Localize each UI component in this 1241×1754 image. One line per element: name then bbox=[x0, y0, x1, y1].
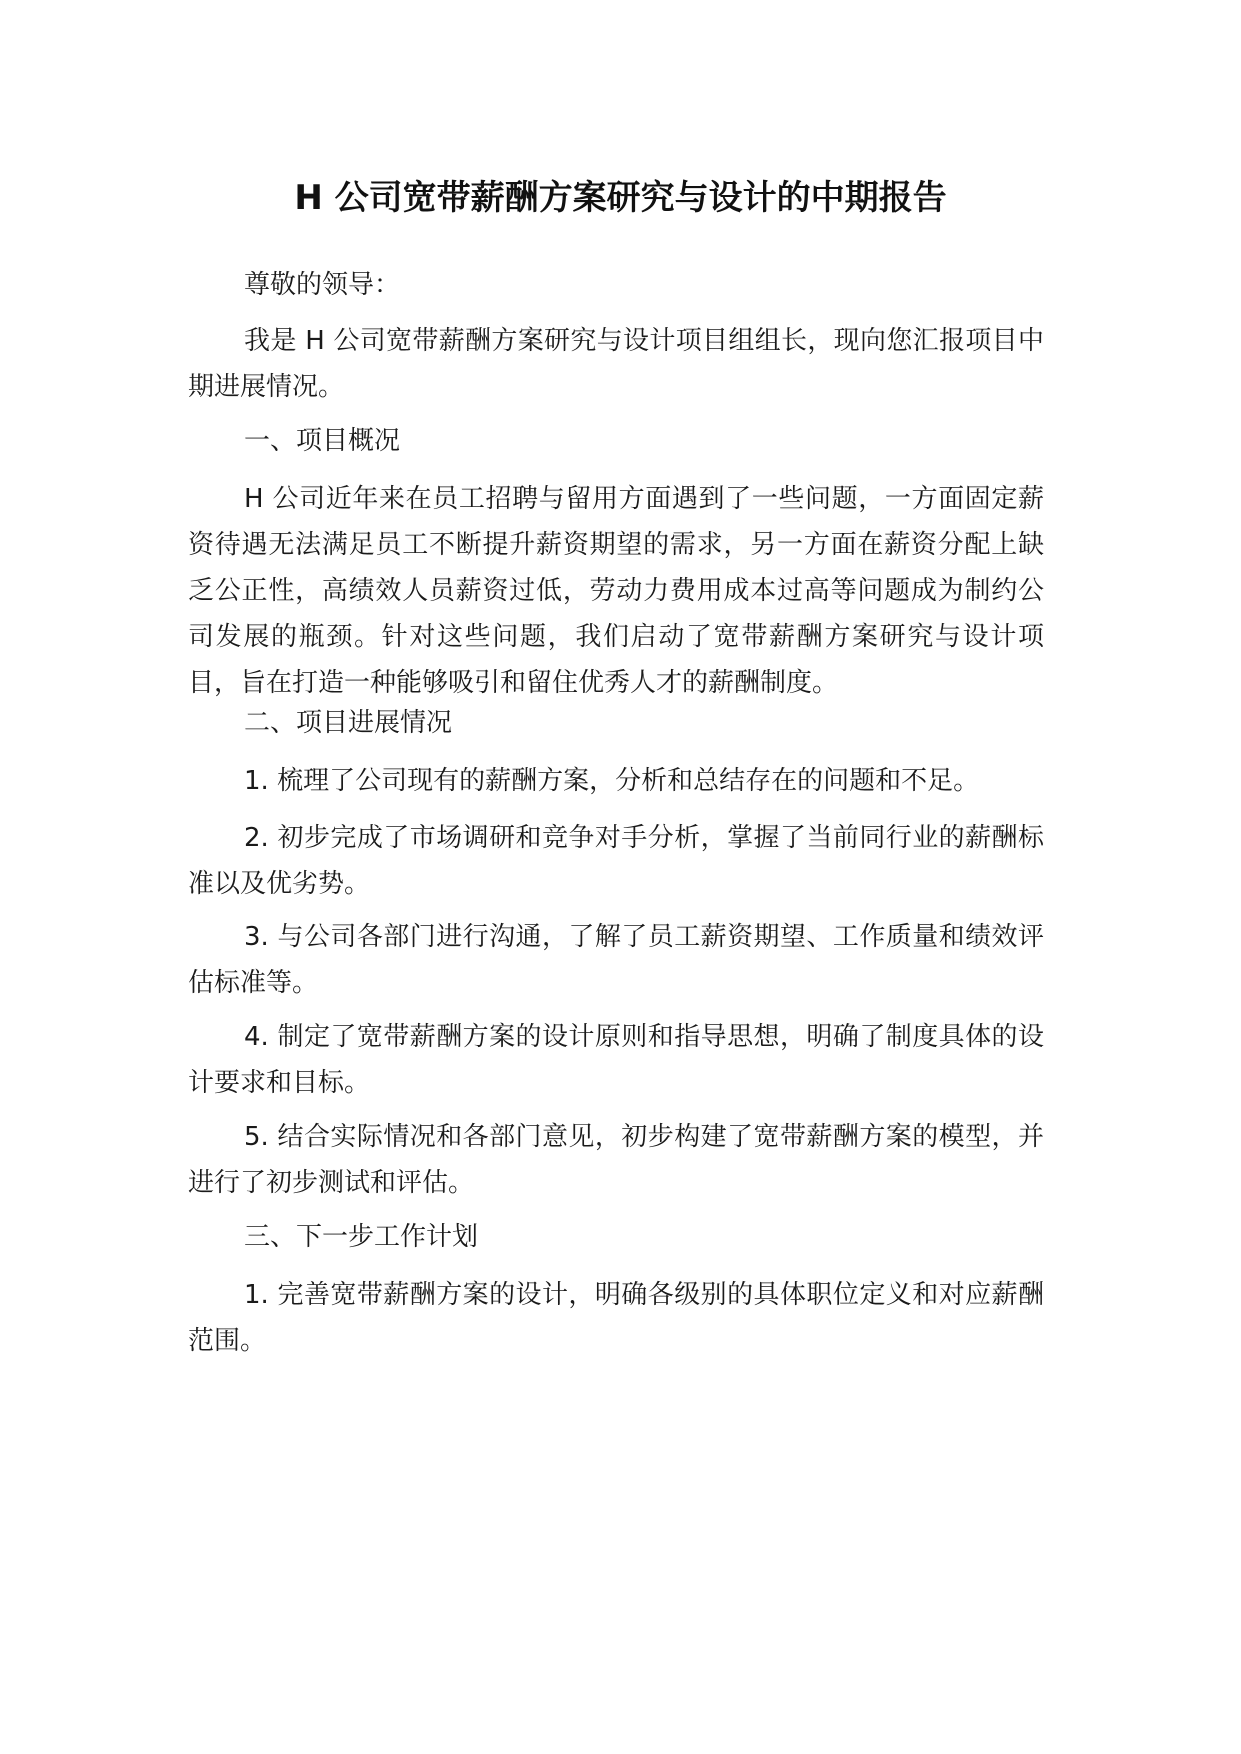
progress-item: 1. 梳理了公司现有的薪酬方案，分析和总结存在的问题和不足。 bbox=[244, 766, 980, 796]
progress-item: 4. 制定了宽带薪酬方案的设计原则和指导思想，明确了制度具体的设计要求和目标。 bbox=[188, 1022, 1044, 1098]
plan-item: 1. 完善宽带薪酬方案的设计，明确各级别的具体职位定义和对应薪酬范围。 bbox=[188, 1280, 1044, 1356]
section-heading-overview: 一、项目概况 bbox=[244, 426, 401, 456]
progress-item: 5. 结合实际情况和各部门意见，初步构建了宽带薪酬方案的模型，并进行了初步测试和评估。 bbox=[188, 1122, 1044, 1198]
progress-item: 2. 初步完成了市场调研和竞争对手分析，掌握了当前同行业的薪酬标准以及优劣势。 bbox=[188, 823, 1044, 899]
progress-item: 3. 与公司各部门进行沟通，了解了员工薪资期望、工作质量和绩效评估标准等。 bbox=[188, 922, 1044, 998]
intro-paragraph: 我是 H 公司宽带薪酬方案研究与设计项目组组长，现向您汇报项目中期进展情况。 bbox=[188, 326, 1044, 402]
salutation: 尊敬的领导： bbox=[244, 270, 401, 300]
document-title: H 公司宽带薪酬方案研究与设计的中期报告 bbox=[294, 178, 947, 218]
overview-paragraph: H 公司近年来在员工招聘与留用方面遇到了一些问题，一方面固定薪资待遇无法满足员工不断提升薪资期望的需求，另一方面在薪资分配上缺乏公正性，高绩效人员薪资过低，劳动力费用成本过高等问题成为制约公司发展的瓶颈。针对这些问题，我们启动了宽带薪酬方案研究与设计项目，旨在打造一种能够吸引和留住优秀人才的薪酬制度。 bbox=[188, 484, 1044, 698]
section-heading-next-plan: 三、下一步工作计划 bbox=[244, 1222, 479, 1252]
section-heading-progress: 二、项目进展情况 bbox=[244, 708, 453, 738]
